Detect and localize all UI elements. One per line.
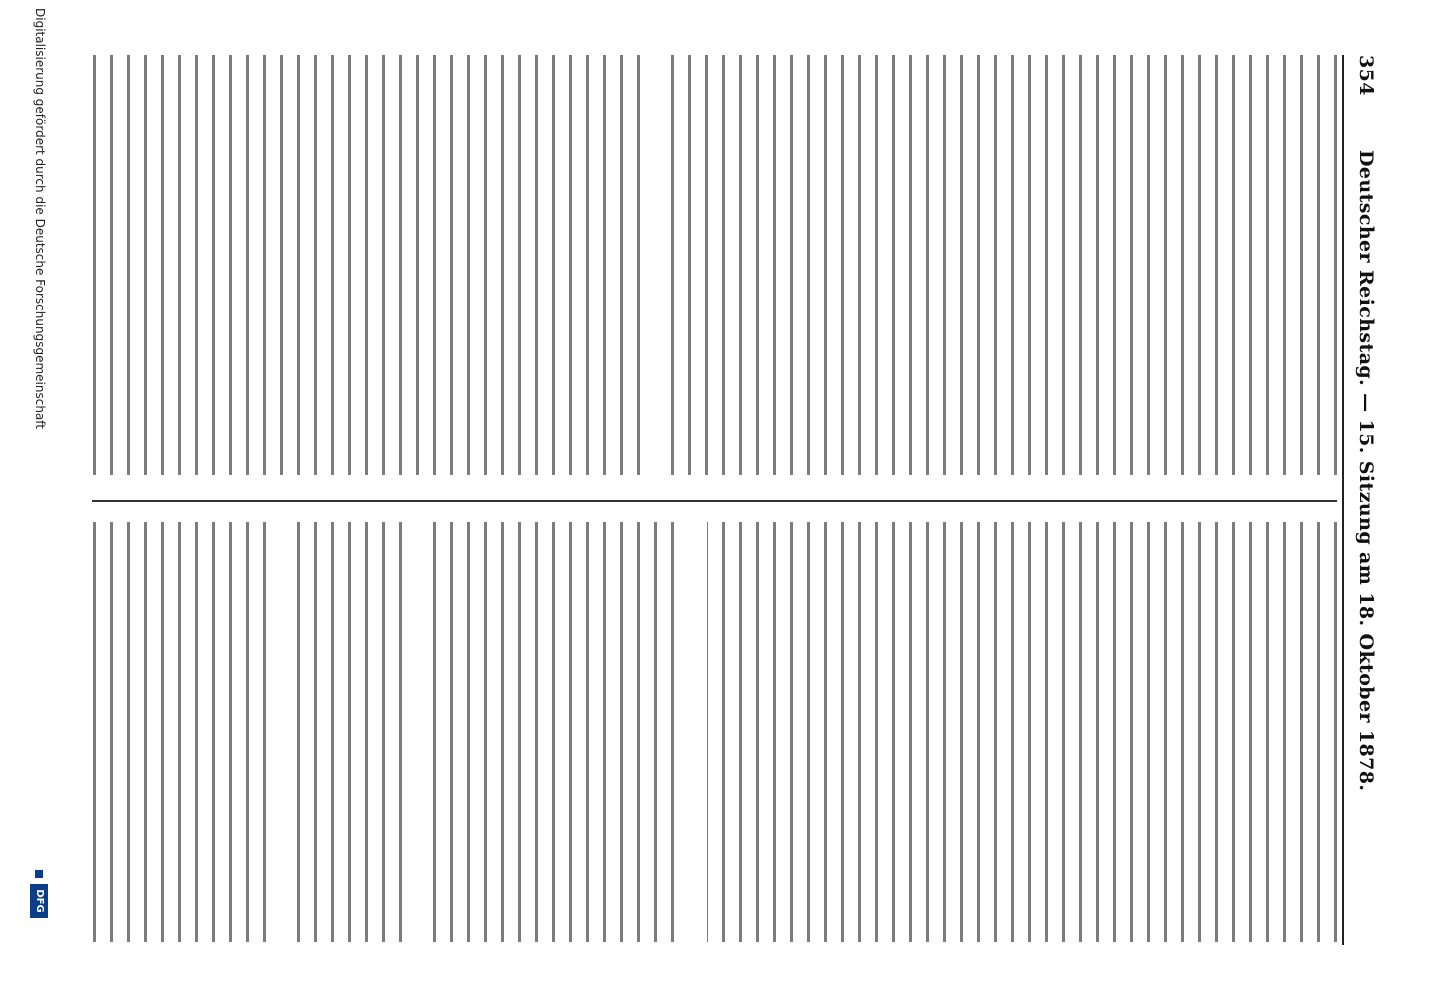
paragraph-gap — [648, 55, 662, 475]
left-text-column — [92, 55, 1337, 475]
page-header — [1349, 55, 1377, 945]
paragraph-gap — [270, 522, 292, 942]
text-lines — [92, 55, 1337, 475]
paragraph-gap — [408, 522, 432, 942]
page-title: Deutscher Reichstag. — 15. Sitzung am 18. Oktober 1878. — [1355, 150, 1377, 792]
column-divider — [92, 500, 1337, 502]
paragraph-gap — [685, 522, 707, 942]
digitization-credit: Digitalisierung gefördert durch die Deutsche Forschungsgemeinschaft — [33, 8, 47, 430]
right-text-column — [92, 522, 1337, 942]
header-rule — [1342, 55, 1344, 945]
page-number: 354 — [1355, 55, 1377, 96]
dfg-logo: DFG — [30, 884, 48, 918]
logo-mark — [35, 870, 43, 878]
